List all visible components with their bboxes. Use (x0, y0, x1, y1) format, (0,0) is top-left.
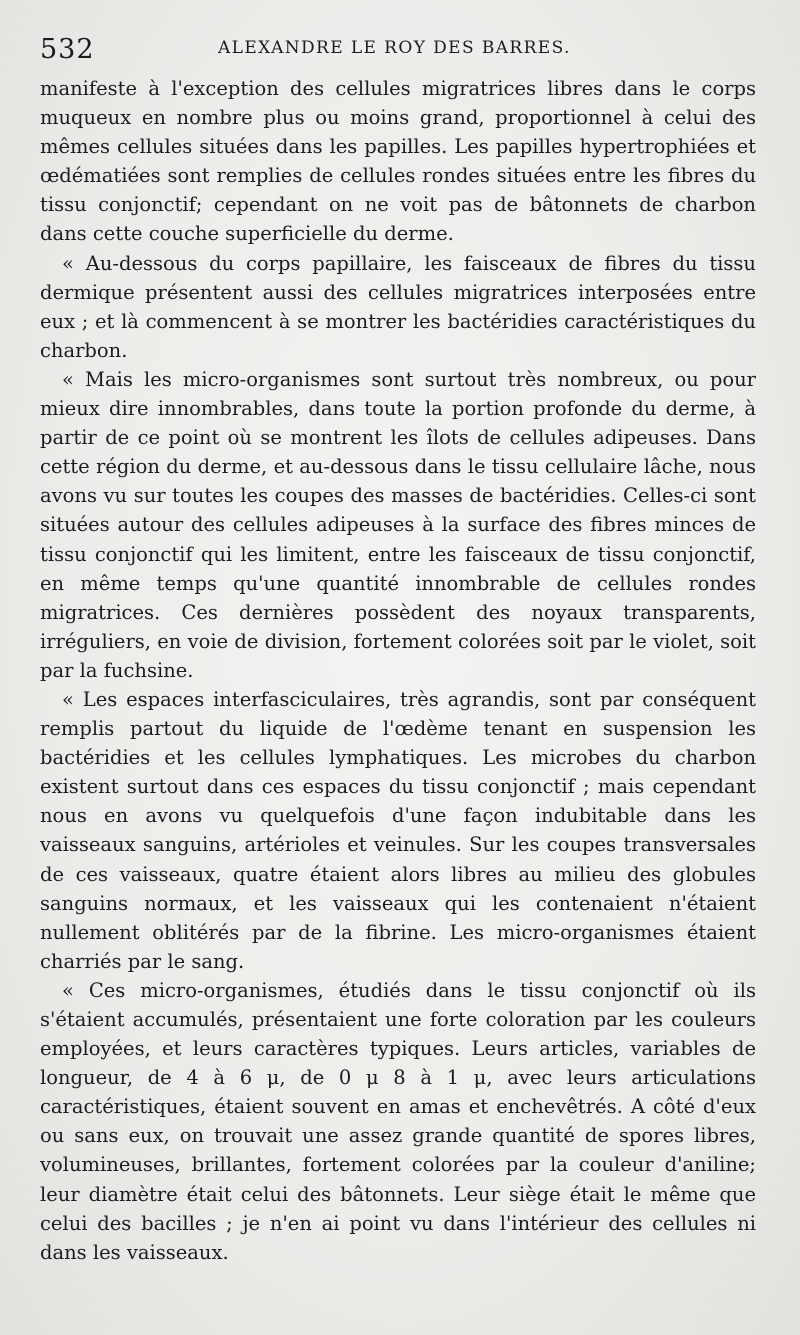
paragraph-2: « Au-dessous du corps papillaire, les faisceaux de fibres du tissu dermique présentent aussi des cellules migratrices interposées entre eux ; et là commencent à se montrer les bactéridies caractéristiques du charbon. (40, 251, 756, 362)
paragraph-3: « Mais les micro-organismes sont surtout très nombreux, ou pour mieux dire innombrables, dans toute la portion profonde du derme, à partir de ce point où se montrent les îlots de cellules adipeuses. Dans cette région du derme, et au-dessous dans le tissu cellulaire lâche, nous avons vu sur toutes les coupes des masses de bactéridies. Celles-ci sont situées autour des cellules adipeuses à la surface des fibres minces de tissu conjonctif qui les limitent, entre les faisceaux de tissu conjonctif, en même temps qu'une quantité innombrable de cellules rondes migratrices. Ces dernières possèdent des noyaux transparents, irréguliers, en voie de division, fortement colorées soit par le violet, soit par la fuchsine. (40, 367, 756, 682)
page-header (40, 34, 760, 74)
paragraph-5: « Ces micro-organismes, étudiés dans le tissu conjonctif où ils s'étaient accumulés, présentaient une forte coloration par les couleurs employées, et leurs caractères typiques. Leurs articles, variables de longueur, de 4 à 6 μ, de 0 μ 8 à 1 μ, avec leurs articulations caractéristiques, étaient souvent en amas et enchevêtrés. A côté d'eux ou sans eux, on trouvait une assez grande quantité de spores libres, volumineuses, brillantes, fortement colorées par la couleur d'aniline; leur diamètre était celui des bâtonnets. Leur siège était le même que celui des bacilles ; je n'en ai point vu dans l'intérieur des cellules ni dans les vaisseaux. (40, 978, 756, 1264)
paragraph-4: « Les espaces interfasciculaires, très agrandis, sont par conséquent remplis partout du liquide de l'œdème tenant en suspension les bactéridies et les cellules lymphatiques. Les microbes du charbon existent surtout dans ces espaces du tissu conjonctif ; mais cependant nous en avons vu quelquefois d'une façon indubitable dans les vaisseaux sanguins, artérioles et veinules. Sur les coupes transversales de ces vaisseaux, quatre étaient alors libres au milieu des globules sanguins normaux, et les vaisseaux qui les contenaient n'étaient nullement oblitérés par de la fibrine. Les micro-organismes étaient charriés par le sang. (40, 687, 756, 973)
body-text (40, 74, 756, 1267)
paragraph-1: manifeste à l'exception des cellules migratrices libres dans le corps muqueux en nombre plus ou moins grand, proportionnel à celui des mêmes cellules situées dans les papilles. Les papilles hypertrophiées et œdématiées sont remplies de cellules rondes situées entre les fibres du tissu conjonctif; cependant on ne voit pas de bâtonnets de charbon dans cette couche superficielle du derme. (40, 77, 756, 246)
page-number: 532 (40, 34, 95, 65)
running-head: ALEXANDRE LE ROY DES BARRES. (218, 38, 571, 58)
